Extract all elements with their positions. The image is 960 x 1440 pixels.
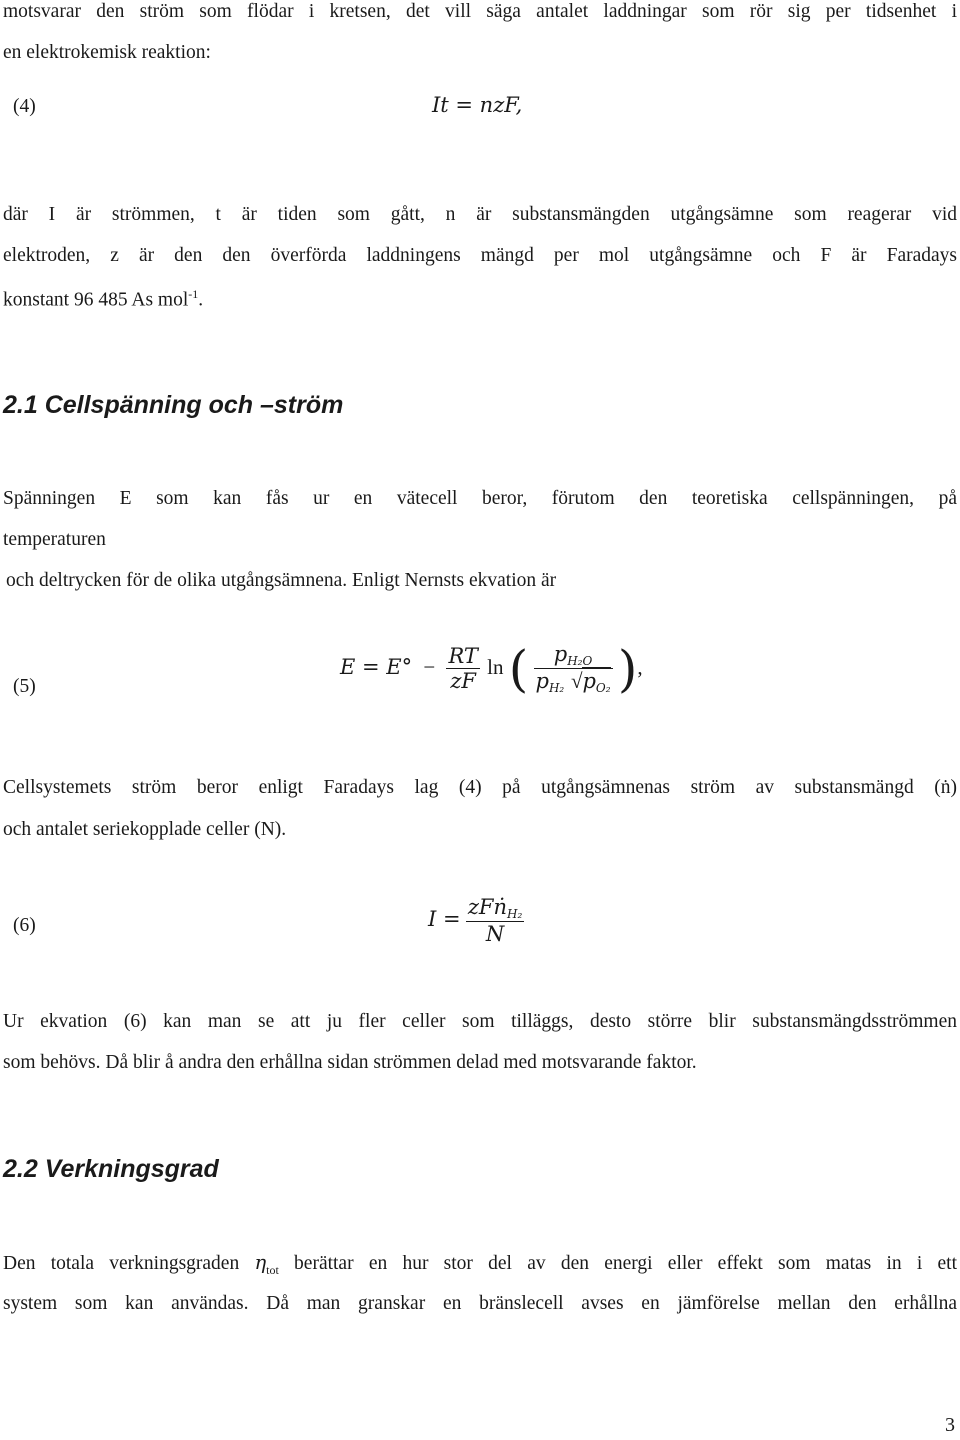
eq4-number: (4) <box>13 96 36 117</box>
para5-line1: Ur ekvation (6) kan man se att ju fler celler som tilläggs, desto större blir substansmängdsströmmen <box>3 1011 957 1032</box>
eq5-frac-num: RT <box>448 644 478 668</box>
para2-line3-end: . <box>198 289 204 311</box>
eq5-minus: − <box>423 654 436 679</box>
para6-line1-pre: Den totala verkningsgraden <box>3 1253 240 1274</box>
para6-line1-post: berättar en hur stor del av den energi eller effekt som matas in i ett <box>294 1253 957 1274</box>
eq5-frac-den: zF <box>446 668 479 692</box>
eq5-left-paren: ( <box>508 640 529 698</box>
eq5-ln: ln <box>487 654 504 679</box>
para2-line1: där I är strömmen, t är tiden som gått, n är substansmängden utgångsämne som reagerar vid <box>3 204 957 225</box>
para2-line3-sup: -1 <box>188 287 199 301</box>
eq5-inner-fraction <box>534 644 613 694</box>
para5-line2: som behövs. Då blir å andra den erhållna sidan strömmen delad med motsvarande faktor. <box>3 1052 697 1073</box>
eq5-right-paren: ) <box>617 640 638 698</box>
eq6-lhs: I = <box>428 906 461 931</box>
para2-line3 <box>3 288 203 310</box>
eq5-fraction <box>446 646 479 692</box>
section-heading-2-2: 2.2 Verkningsgrad <box>3 1155 219 1183</box>
para6-line1 <box>3 1253 957 1276</box>
eq4-formula: It = nzF, <box>432 93 523 117</box>
eq6-fraction <box>466 897 524 945</box>
para1-line1: motsvarar den ström som flödar i kretsen, det vill säga antalet laddningar som rör sig per tidsenhet i <box>3 1 957 22</box>
para3-line3: och deltrycken för de olika utgångsämnena. Enligt Nernsts ekvation är <box>6 570 557 591</box>
para3-line1: Spänningen E som kan fås ur en vätecell beror, förutom den teoretiska cellspänningen, på <box>3 488 957 509</box>
para4-line1: Cellsystemets ström beror enligt Faradays lag (4) på utgångsämnenas ström av substansmängd (ṅ) <box>3 777 957 798</box>
eq5-inner-num: $p_{H_2O}$ <box>553 642 593 668</box>
eq6-number: (6) <box>13 915 36 936</box>
para2-line2: elektroden, z är den den överförda laddningens mängd per mol utgångsämne och F är Faradays <box>3 245 957 266</box>
para2-line3-text: konstant 96 485 As mol <box>3 289 189 311</box>
para6-line2: system som kan användas. Då man granskar en bränslecell avses en jämförelse mellan den erhållna <box>3 1293 957 1314</box>
eq6-num: zFṅ$_{H_2}$ <box>467 895 523 921</box>
eq5-comma: , <box>637 654 643 679</box>
eq5-number: (5) <box>13 676 36 697</box>
eq6-formula <box>428 897 524 945</box>
page-number: 3 <box>945 1414 955 1436</box>
eq5-lhs: E = E° <box>340 654 413 679</box>
para1-line2: en elektrokemisk reaktion: <box>3 42 211 63</box>
eta-symbol: $\eta_{tot}$ <box>254 1251 279 1277</box>
eq6-den: N <box>466 921 524 945</box>
section-heading-2-1: 2.1 Cellspänning och –ström <box>3 391 344 419</box>
eq5-formula <box>340 640 643 698</box>
eq5-inner-den: $p_{H_2}$ $√p_{O_2}$ <box>535 669 611 695</box>
para4-line2: och antalet seriekopplade celler (N). <box>3 819 287 840</box>
para3-line2: temperaturen <box>3 529 106 550</box>
